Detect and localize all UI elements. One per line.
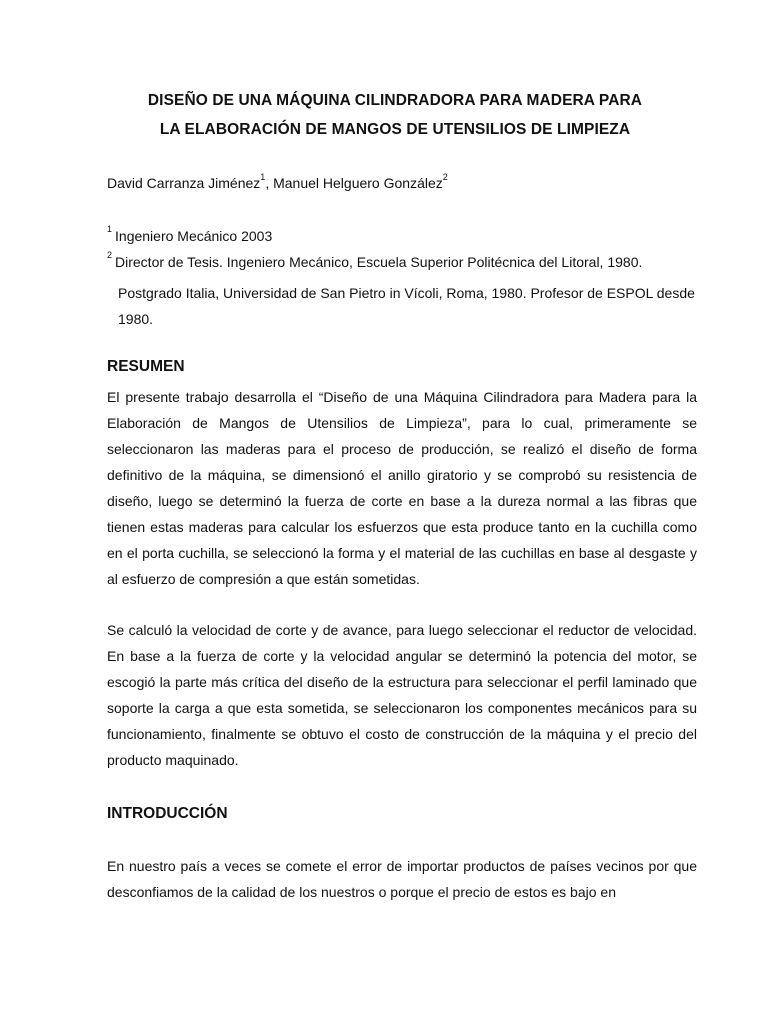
section-heading-resumen: RESUMEN xyxy=(107,358,185,375)
author-2-mark: 2 xyxy=(442,172,448,182)
affiliation-2-continuation: Postgrado Italia, Universidad de San Pietro in Vícoli, Roma, 1980. Profesor de ESPOL desde 1980. xyxy=(118,285,695,327)
author-2-name: Manuel Helguero González xyxy=(273,175,443,191)
author-separator: , xyxy=(265,175,274,191)
affiliation-1-mark: 1 xyxy=(107,224,113,234)
affiliation-2-mark: 2 xyxy=(107,250,113,260)
resumen-paragraph-1: El presente trabajo desarrolla el “Diseño de una Máquina Cilindradora para Madera para la Elaboración de Mangos de Utensilios de Limpieza”, para lo cual, primeramente se seleccionaron las maderas para el proceso de producción, se realizó el diseño de forma definitivo de la máquina, se dimensionó el anillo giratorio y se comprobó su resistencia de diseño, luego se determinó la fuerza de corte en base a la dureza normal a las fibras que tienen estas maderas para calcular los esfuerzos que esta produce tanto en la cuchilla como en el porta cuchilla, se seleccionó la forma y el material de las cuchillas en base al desgaste y al esfuerzo de compresión a que están sometidas. xyxy=(107,389,697,587)
resumen-paragraph-2: Se calculó la velocidad de corte y de avance, para luego seleccionar el reductor de velocidad. En base a la fuerza de corte y la velocidad angular se determinó la potencia del motor, se escogió la parte más crítica del diseño de la estructura para seleccionar el perfil laminado que soporte la carga a que esta sometida, se seleccionaron los componentes mecánicos para su funcionamiento, finalmente se obtuvo el costo de construcción de la máquina y el precio del producto maquinado. xyxy=(107,622,697,768)
author-1-name: David Carranza Jiménez xyxy=(107,175,261,191)
affiliation-2 xyxy=(107,250,643,270)
introduccion-paragraph-1: En nuestro país a veces se comete el error de importar productos de países vecinos por que desconfiamos de la calidad de los nuestros o porque el precio de estos es bajo en xyxy=(107,858,697,900)
paper-title-line-1: DISEÑO DE UNA MÁQUINA CILINDRADORA PARA MADERA PARA xyxy=(147,92,643,109)
author-1-mark: 1 xyxy=(260,172,266,182)
affiliation-1-text: Ingeniero Mecánico 2003 xyxy=(115,228,273,244)
author-list xyxy=(107,172,448,191)
paper-title-line-2: LA ELABORACIÓN DE MANGOS DE UTENSILIOS DE LIMPIEZA xyxy=(159,121,631,138)
affiliation-1 xyxy=(107,224,273,244)
section-heading-introduccion: INTRODUCCIÓN xyxy=(107,805,228,822)
affiliation-2-text: Director de Tesis. Ingeniero Mecánico, Escuela Superior Politécnica del Litoral, 1980. xyxy=(115,254,643,270)
